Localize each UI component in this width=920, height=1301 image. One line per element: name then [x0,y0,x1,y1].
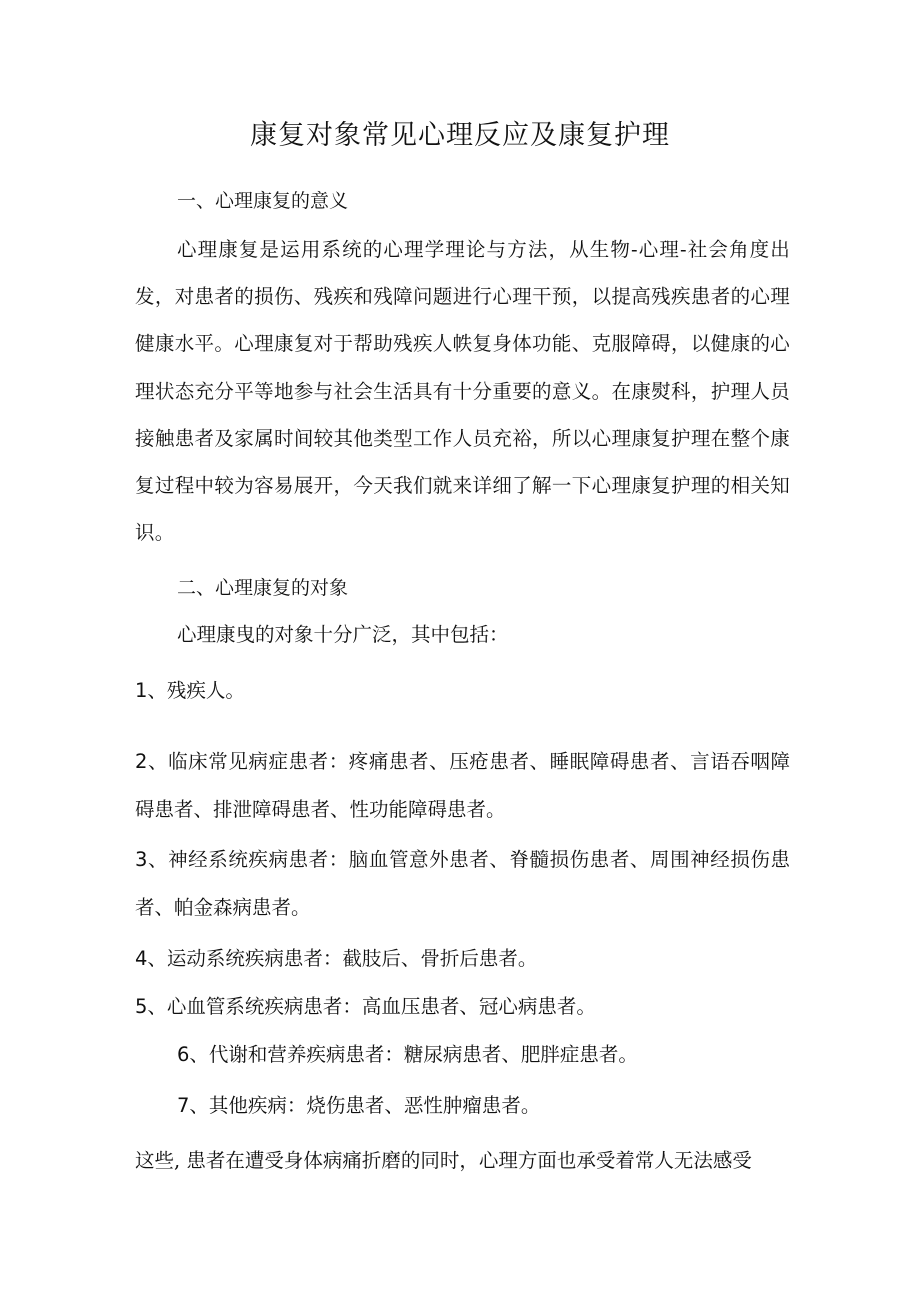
list-item-number: 3 [135,848,148,871]
list-item-3 [135,836,790,931]
targets-intro: 心理康曳的对象十分广泛，其中包括： [177,623,509,646]
list-item-number: 4 [135,947,148,970]
list-item-text: 、残疾人。 [147,679,245,702]
list-item-number: 5 [135,995,148,1018]
section-heading-significance: 一、心理康复的意义 [177,190,349,212]
list-item-6 [177,1040,638,1070]
document-title: 康复对象常见心理反应及康复护理 [250,120,670,151]
list-item-1 [135,676,245,706]
list-item-text: 、神经系统疾病患者：脑血管意外患者、脊髓损伤患者、周围神经损伤患者、帕金森病患者。 [135,848,790,919]
list-item-text: 、临床常见病症患者：疼痛患者、压疮患者、睡眠障碍患者、言语吞咽障碍患者、排泄障碍患者、性功能障碍患者。 [135,750,790,821]
paragraph-significance: 心理康复是运用系统的心理学理论与方法，从生物-心理-社会角度出发，对患者的损伤、残疾和残障问题进行心理干预，以提高残疾患者的心理健康水平。心理康复对于帮助残疾人帙复身体功能、克服障碍，以健康的心理状态充分平等地参与社会生活具有十分重要的意义。在康熨科，护理人员接触患者及家属时间较其他类型工作人员充裕，所以心理康复护理在整个康复过程中较为容易展开，今天我们就来详细了解一下心理康复护理的相关知识。 [135,238,790,545]
list-item-text: 、心血管系统疾病患者：高血压患者、冠心病患者。 [147,995,596,1018]
list-item-5 [135,992,596,1022]
closing-paragraph: 这些, 患者在遭受身体病痛折磨的同时，心理方面也承受着常人无法感受 [135,1149,752,1172]
list-item-text: 、运动系统疾病患者：截肢后、骨折后患者。 [147,947,538,970]
list-item-number: 7 [177,1094,190,1117]
list-item-7 [177,1091,540,1121]
list-item-2 [135,738,790,833]
section-heading-targets: 二、心理康复的对象 [177,577,349,599]
list-item-number: 6 [177,1043,190,1066]
list-item-text: 、其他疾病：烧伤患者、恶性肿瘤患者。 [189,1094,541,1117]
list-item-4 [135,944,537,974]
list-item-number: 1 [135,679,148,702]
list-item-text: 、代谢和营养疾病患者：糖尿病患者、肥胖症患者。 [189,1043,638,1066]
list-item-number: 2 [135,750,148,773]
